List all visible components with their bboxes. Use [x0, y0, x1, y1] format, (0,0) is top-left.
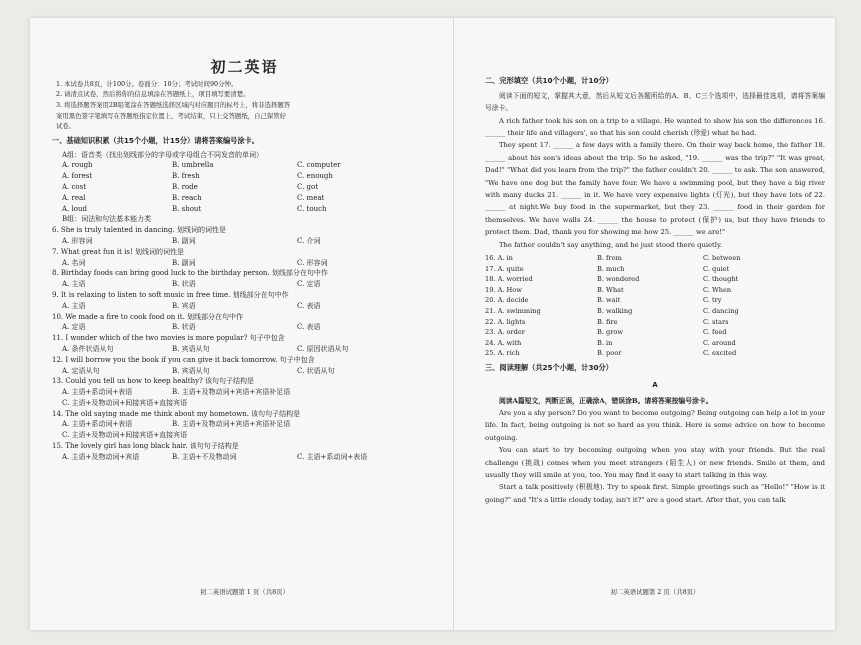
option-cell: B. poor: [597, 349, 622, 358]
question-options: [52, 236, 437, 247]
option-cell: C. excited: [703, 349, 737, 358]
option-a: A. 主语: [62, 280, 86, 289]
option-c: C. 状语从句: [297, 366, 335, 375]
cloze-options-table: [485, 253, 825, 359]
option-c: C. 主语+及物动词+间接宾语+直接宾语: [62, 431, 188, 440]
question-13: [52, 376, 437, 408]
option-c: C. meat: [297, 193, 325, 202]
question-text: 7. What great fun it is! 划线词的词性是: [52, 247, 184, 256]
question-text: 8. Birthday foods can bring good luck to the birthday person. 划线部分在句中作: [52, 269, 328, 278]
option-cell: 17. A. quite: [485, 264, 524, 273]
exam-sheet: [30, 18, 835, 630]
option-cell: B. fire: [597, 317, 618, 326]
option-b: B. 主语+及物动词+宾语+宾语补足语: [172, 388, 291, 397]
option-cell: C. around: [703, 338, 736, 347]
option-cell: C. thought: [703, 275, 739, 284]
option-b: B. 宾语: [172, 301, 196, 310]
option-a: A. 条件状语从句: [62, 344, 114, 353]
option-c: C. touch: [297, 204, 327, 213]
section-1-heading: 一、基础知识积累（共15个小题，计15分）请将答案编号涂卡。: [52, 135, 259, 145]
option-c: C. 原因状语从句: [297, 344, 349, 353]
cloze-paragraph-1: A rich father took his son on a trip to a village. He wanted to show his son the differences 16. ______ their life and villagers', so that his son could cherish (珍爱) what he had.: [485, 116, 825, 138]
option-cell: C. stars: [703, 317, 729, 326]
option-b: B. 副词: [172, 236, 196, 245]
option-c: C. 介词: [297, 236, 321, 245]
section-3-heading: 三、阅读理解（共25个小题，计30分）: [485, 363, 613, 373]
question-text: 6. She is truly talented in dancing. 划线词的词性是: [52, 226, 226, 235]
option-a: A. 主语+系动词+表语: [62, 420, 133, 429]
option-cell: B. wait: [597, 296, 621, 305]
option-c: C. 定语: [297, 280, 321, 289]
option-c: C. got: [297, 182, 319, 191]
questions-list: [52, 225, 437, 463]
question-9: [52, 290, 437, 312]
option-b: B. umbrella: [172, 161, 214, 170]
question-text: 9. It is relaxing to listen to soft music in free time. 划线部分在句中作: [52, 290, 289, 299]
option-b: B. rode: [172, 182, 198, 191]
reading-paragraph-3: Start a talk positively (积极地). Try to speak first. Simple greetings such as "Hello!" "How is it going?" and "It's a little cloudy today, isn't it?" are a good start. After that, you can talk: [485, 483, 825, 504]
question-text: 13. Could you tell us how to keep healthy? 该句句子结构是: [52, 377, 255, 386]
option-a: A. 形容词: [62, 236, 93, 245]
page-fold: [453, 18, 454, 630]
question-text: 15. The lovely girl has long black hair. 该句句子结构是: [52, 442, 239, 451]
option-b: B. 主语+不及物动词: [172, 452, 237, 461]
cloze-passage: [485, 115, 825, 251]
page-2-footer: 初二英语试题第 2 页（共8页）: [610, 588, 700, 596]
option-b: B. reach: [172, 193, 202, 202]
option-a: A. 主语: [62, 301, 86, 310]
option-cell: B. What: [597, 285, 624, 294]
question-15: [52, 441, 437, 463]
option-a: A. 主语+及物动词+宾语: [62, 452, 140, 461]
option-cell: C. try: [703, 296, 722, 305]
option-cell: 21. A. swimming: [485, 307, 541, 316]
option-b: B. 主语+及物动词+宾语+宾语补足语: [172, 420, 291, 429]
question-text: 10. We made a fire to cook food on it. 划线部分在句中作: [52, 312, 244, 321]
reading-passage: [485, 407, 825, 506]
option-c: C. enough: [297, 172, 333, 181]
option-c: C. 形容词: [297, 258, 328, 267]
question-text: 12. I will borrow you the book if you can give it back tomorrow. 句子中包含: [52, 355, 315, 364]
question-6: [52, 225, 437, 247]
question-options: [52, 452, 437, 463]
instruction-text: 阅读A篇短文，判断正误，正确涂A，错误涂B。请将答案按编号涂卡。: [499, 396, 713, 405]
cloze-instructions: [485, 90, 825, 115]
cloze-paragraph-3: The father couldn't say anything, and he just stood there quietly.: [499, 240, 723, 249]
option-a: A. 定语从句: [62, 366, 100, 375]
option-a: A. 名词: [62, 258, 86, 267]
option-c: C. computer: [297, 161, 341, 170]
question-12: [52, 355, 437, 377]
option-cell: C. dancing: [703, 307, 739, 316]
question-options-2: [52, 398, 437, 409]
question-text: 14. The old saying made me think about my hometown. 该句句子结构是: [52, 409, 301, 418]
question-options-2: [52, 430, 437, 441]
reading-paragraph-1: Are you a shy person? Do you want to become outgoing? Being outgoing can help a lot in your life. In fact, being outgoing is not so hard as you think. Here is some advice on how to become outgoing.: [485, 409, 825, 442]
option-cell: C. When: [703, 285, 732, 294]
section-2-heading: 二、完形填空（共10个小题，计10分）: [485, 76, 613, 85]
cloze-paragraph-2: They spent 17. ______ a few days with a family there. On their way back home, the father 18. ______ about his son's ideas about the trip. So he asked, "19. ______ was the trip?" "It was great, Dad!" "What did you learn from the trip?" the father couldn't 20. ______ to ask. The son answered, "We have one dog but the family have four. We have a swimming pool, but they have a big river with many ducks 21. ______ in it. We have very expensive lights (灯光), but they have lots of 22. ______ at night.We buy food in the supermarket, but they 23. ______ food in their garden for themselves. We have walls 24. ______ the house to protect (保护) us, but they have friends to protect them. Dad, thank you for showing me how 25. ______ we are!": [485, 141, 825, 237]
passage-label: A: [652, 380, 658, 389]
option-b: B. 宾语从句: [172, 366, 210, 375]
exam-note-5: 试卷。: [56, 122, 76, 131]
option-cell: B. in: [597, 338, 613, 347]
exam-note-3: 3. 将选择题答案用2B铅笔涂在答题纸选择区域内对应题目的标号上，将非选择题答: [56, 100, 291, 109]
option-cell: 18. A. worried: [485, 275, 533, 284]
option-a: A. cost: [62, 182, 87, 191]
option-cell: 24. A. with: [485, 338, 522, 347]
question-text: 11. I wonder which of the two movies is more popular? 句子中包含: [52, 334, 285, 343]
left-page: [52, 18, 437, 596]
option-c: C. 主语+及物动词+间接宾语+直接宾语: [62, 398, 188, 407]
option-cell: B. walking: [597, 307, 633, 316]
exam-title: 初二英语: [210, 58, 279, 76]
option-cell: 22. A. lights: [485, 317, 526, 326]
reading-instructions: [485, 395, 825, 407]
option-c: C. 表语: [297, 301, 321, 310]
option-a: A. 定语: [62, 323, 86, 332]
option-a: A. real: [62, 193, 86, 202]
question-options: [52, 366, 437, 377]
question-options: [52, 387, 437, 398]
question-10: [52, 312, 437, 334]
option-cell: C. feed: [703, 328, 727, 337]
option-b: B. shout: [172, 204, 202, 213]
question-14: [52, 409, 437, 441]
option-cell: 20. A. decide: [485, 296, 529, 305]
question-options: [52, 322, 437, 333]
phonetic-row-1: [52, 160, 437, 171]
question-8: [52, 268, 437, 290]
phonetic-row-4: [52, 193, 437, 204]
group-b-heading: B组：词法和句法基本能力类: [62, 215, 152, 224]
option-a: A. rough: [62, 161, 93, 170]
option-cell: 25. A. rich: [485, 349, 520, 358]
option-a: A. 主语+系动词+表语: [62, 388, 133, 397]
question-options: [52, 258, 437, 269]
option-a: A. forest: [62, 172, 93, 181]
option-cell: B. grow: [597, 328, 624, 337]
option-cell: B. wondered: [597, 275, 640, 284]
option-b: B. 状语: [172, 323, 196, 332]
option-cell: C. between: [703, 254, 741, 263]
option-cell: B. much: [597, 264, 625, 273]
page-1-footer: 初二英语试题第 1 页（共8页）: [200, 588, 289, 596]
option-cell: 19. A. How: [485, 285, 522, 294]
option-c: C. 主语+系动词+表语: [297, 452, 368, 461]
phonetic-row-5: [52, 204, 437, 215]
option-cell: C. quiet: [703, 264, 730, 273]
exam-note-1: 1. 本试卷共8页，计100分。卷面分：10分；考试时间90分钟。: [56, 79, 238, 88]
phonetic-row-3: [52, 182, 437, 193]
question-options: [52, 279, 437, 290]
option-b: B. 副词: [172, 258, 196, 267]
question-11: [52, 333, 437, 355]
option-cell: 16. A. in: [485, 254, 513, 263]
instruction-text: 阅读下面的短文，掌握其大意，然后从短文后各题所给的A、B、C三个选项中，选择最佳选项，请将答案编号涂卡。: [485, 91, 825, 113]
question-options: [52, 344, 437, 355]
option-c: C. 表语: [297, 323, 321, 332]
option-cell: 23. A. order: [485, 328, 525, 337]
reading-paragraph-2: You can start to try becoming outgoing when you stay with your friends. But the real challenge (挑战) comes when you meet strangers (陌生人) or new friends. Smile at them, and usually they will smile at you, too. You may find it easy to start talking in this way.: [485, 446, 825, 480]
phonetic-row-2: [52, 171, 437, 182]
question-7: [52, 247, 437, 269]
exam-note-4: 案用黑色签字笔填写在答题纸指定位置上，考试结束，只上交答题纸，自己保管好: [56, 111, 287, 120]
option-b: B. fresh: [172, 172, 200, 181]
question-options: [52, 301, 437, 312]
question-options: [52, 419, 437, 430]
right-page: [485, 18, 825, 596]
option-a: A. loud: [62, 204, 87, 213]
option-b: B. 状语: [172, 280, 196, 289]
option-cell: B. from: [597, 254, 622, 263]
group-a-heading: A组：语音类（找出划线部分的字母或字母组合不同发音的单词）: [62, 150, 264, 159]
option-b: B. 宾语从句: [172, 344, 210, 353]
exam-note-2: 2. 请清点试卷，然后将你的信息填涂在答题纸上，项目填写要清楚。: [56, 90, 250, 99]
